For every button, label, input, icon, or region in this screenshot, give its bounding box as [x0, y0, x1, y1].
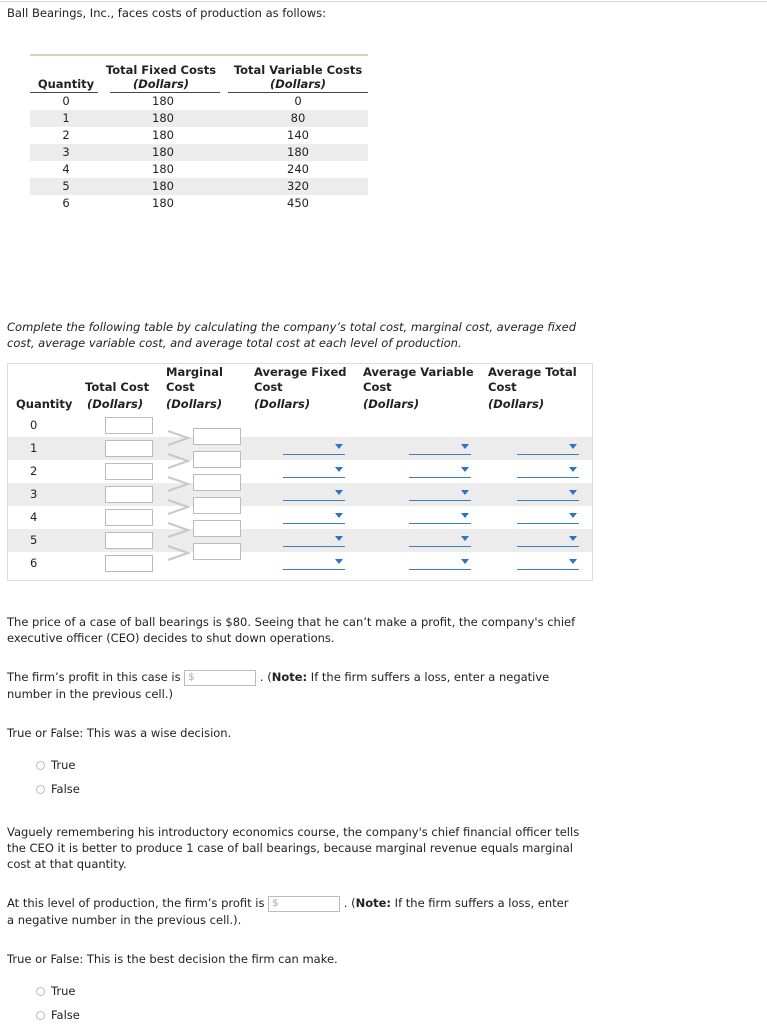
dollar-sign: $	[188, 671, 195, 683]
profit-prefix: The firm’s profit in this case is	[7, 670, 181, 684]
radio-circle-icon	[36, 785, 45, 794]
shutdown-line-2: executive officer (CEO) decides to shut down operations.	[7, 631, 335, 645]
header-total-fixed-costs: Total Fixed Costs	[105, 63, 217, 77]
chevron-right-icon	[166, 428, 192, 448]
quantity-cell: 1	[62, 111, 70, 125]
marginal-cost-input[interactable]	[193, 428, 241, 445]
atc-dropdown[interactable]	[517, 437, 579, 455]
atc-dropdown[interactable]	[517, 529, 579, 547]
atc-dropdown[interactable]	[517, 506, 579, 524]
tvc-cell: 0	[294, 94, 302, 108]
table-row	[30, 144, 368, 161]
header-mc-unit: (Dollars)	[166, 397, 223, 411]
cost-table	[30, 54, 368, 214]
note-text: If the firm suffers a loss, enter a negative	[310, 670, 550, 684]
total-cost-input[interactable]	[105, 532, 153, 549]
radio-circle-icon	[36, 761, 45, 770]
cfo-line-2: the CEO it is better to produce 1 case of ball bearings, because marginal revenue equals marginal	[7, 841, 573, 855]
radio-label: False	[51, 782, 80, 796]
avc-dropdown[interactable]	[409, 483, 471, 501]
quantity-cell: 5	[62, 179, 70, 193]
chevron-down-icon	[335, 467, 343, 472]
tfc-cell: 180	[152, 94, 174, 108]
tfc-cell: 180	[152, 128, 174, 142]
tvc-cell: 450	[287, 196, 309, 210]
table-row	[8, 414, 592, 437]
quantity-cell: 3	[62, 145, 70, 159]
marginal-cost-input[interactable]	[193, 497, 241, 514]
header-quantity: Quantity	[16, 397, 73, 411]
table-row	[8, 506, 592, 529]
tfc-cell: 180	[152, 162, 174, 176]
radio-false-2[interactable]	[36, 1007, 80, 1023]
header-marginal-cost: Cost	[166, 380, 195, 394]
chevron-down-icon	[569, 444, 577, 449]
profit-input[interactable]	[268, 896, 340, 912]
quantity-cell: 6	[30, 556, 38, 570]
table-row	[8, 483, 592, 506]
chevron-right-icon	[166, 451, 192, 471]
chevron-down-icon	[335, 444, 343, 449]
cfo-line-1: Vaguely remembering his introductory economics course, the company's chief financial officer tells	[7, 825, 580, 839]
chevron-down-icon	[569, 513, 577, 518]
marginal-cost-input[interactable]	[193, 543, 241, 560]
marginal-cost-input[interactable]	[193, 474, 241, 491]
table-row	[8, 460, 592, 483]
header-marginal: Marginal	[166, 365, 223, 379]
quantity-cell: 4	[62, 162, 70, 176]
profit-note-line-2: a negative number in the previous cell.).	[7, 913, 242, 927]
total-cost-input[interactable]	[105, 440, 153, 457]
chevron-down-icon	[461, 536, 469, 541]
shutdown-line-1: The price of a case of ball bearings is $80. Seeing that he can’t make a profit, the company's chief	[7, 615, 576, 629]
instructions-line-1: Complete the following table by calculating the company’s total cost, marginal cost, average fixed	[7, 320, 576, 334]
tvc-cell: 140	[287, 128, 309, 142]
table-row	[30, 161, 368, 178]
avc-dropdown[interactable]	[409, 460, 471, 478]
chevron-down-icon	[461, 444, 469, 449]
chevron-right-icon	[166, 520, 192, 540]
tfc-cell: 180	[152, 111, 174, 125]
true-false-question-2: True or False: This is the best decision the firm can make.	[7, 952, 338, 966]
profit-prefix: At this level of production, the firm’s profit is	[7, 896, 265, 910]
table-row	[8, 552, 592, 575]
table-row	[8, 437, 592, 460]
note-label: Note:	[271, 670, 308, 684]
radio-label: False	[51, 1008, 80, 1022]
chevron-down-icon	[461, 559, 469, 564]
radio-circle-icon	[36, 1011, 45, 1020]
quantity-cell: 5	[30, 533, 38, 547]
tfc-cell: 180	[152, 179, 174, 193]
quantity-cell: 6	[62, 196, 70, 210]
quantity-cell: 2	[62, 128, 70, 142]
header-average-total-cost: Cost	[488, 380, 517, 394]
header-avc-unit: (Dollars)	[363, 397, 420, 411]
tvc-cell: 80	[290, 111, 306, 125]
header-average-total: Average Total	[488, 365, 577, 379]
header-total-cost: Total Cost	[85, 380, 150, 394]
cfo-line-3: cost at that quantity.	[7, 857, 127, 871]
total-cost-input[interactable]	[105, 555, 153, 572]
atc-dropdown[interactable]	[517, 460, 579, 478]
profit-note-line-2: number in the previous cell.)	[7, 687, 173, 701]
total-cost-input[interactable]	[105, 509, 153, 526]
table-row	[30, 93, 368, 110]
atc-dropdown[interactable]	[517, 552, 579, 570]
chevron-down-icon	[335, 490, 343, 495]
header-average-fixed: Average Fixed	[254, 365, 347, 379]
atc-dropdown[interactable]	[517, 483, 579, 501]
quantity-cell: 0	[30, 418, 38, 432]
marginal-cost-input[interactable]	[193, 451, 241, 468]
avc-dropdown[interactable]	[409, 506, 471, 524]
header-atc-unit: (Dollars)	[488, 397, 545, 411]
avc-dropdown[interactable]	[409, 437, 471, 455]
intro-text: Ball Bearings, Inc., faces costs of production as follows:	[7, 6, 327, 20]
header-tvc-unit: (Dollars)	[269, 77, 327, 91]
header-average-variable: Average Variable	[363, 365, 474, 379]
tvc-cell: 320	[287, 179, 309, 193]
total-cost-input[interactable]	[105, 486, 153, 503]
table-row	[30, 127, 368, 144]
header-total-variable-costs: Total Variable Costs	[233, 63, 363, 77]
afc-dropdown[interactable]	[283, 529, 345, 547]
top-divider	[0, 1, 767, 2]
avc-dropdown[interactable]	[409, 552, 471, 570]
header-tc-unit: (Dollars)	[87, 397, 144, 411]
instructions-line-2: cost, average variable cost, and average total cost at each level of production.	[7, 336, 462, 350]
profit-input[interactable]	[184, 670, 256, 686]
marginal-cost-input[interactable]	[193, 520, 241, 537]
radio-label: True	[51, 984, 76, 998]
chevron-right-icon	[166, 474, 192, 494]
radio-circle-icon	[36, 987, 45, 996]
chevron-right-icon	[166, 543, 192, 563]
chevron-down-icon	[461, 467, 469, 472]
header-quantity: Quantity	[37, 77, 95, 91]
profit-question-1: The firm’s profit in this case is $ . (Note: If the firm suffers a loss, enter a negative	[7, 670, 550, 684]
chevron-down-icon	[569, 490, 577, 495]
chevron-down-icon	[569, 536, 577, 541]
radio-label: True	[51, 758, 76, 772]
header-average-fixed-cost: Cost	[254, 380, 283, 394]
chevron-down-icon	[335, 559, 343, 564]
table-row	[30, 195, 368, 212]
table-row	[30, 110, 368, 127]
note-text: If the firm suffers a loss, enter	[394, 896, 569, 910]
tvc-cell: 180	[287, 145, 309, 159]
chevron-down-icon	[335, 513, 343, 518]
chevron-down-icon	[461, 513, 469, 518]
afc-dropdown[interactable]	[283, 552, 345, 570]
chevron-down-icon	[569, 467, 577, 472]
chevron-right-icon	[166, 497, 192, 517]
note-label: Note:	[355, 896, 392, 910]
radio-true-2[interactable]	[36, 983, 75, 999]
quantity-cell: 4	[30, 510, 38, 524]
radio-false-1[interactable]	[36, 781, 80, 797]
afc-dropdown[interactable]	[283, 506, 345, 524]
tfc-cell: 180	[152, 145, 174, 159]
afc-dropdown[interactable]	[283, 460, 345, 478]
total-cost-input[interactable]	[105, 463, 153, 480]
header-average-variable-cost: Cost	[363, 380, 392, 394]
table-row	[8, 529, 592, 552]
avc-dropdown[interactable]	[409, 529, 471, 547]
header-tfc-unit: (Dollars)	[132, 77, 190, 91]
quantity-cell: 2	[30, 464, 38, 478]
chevron-down-icon	[335, 536, 343, 541]
quantity-cell: 3	[30, 487, 38, 501]
tfc-cell: 180	[152, 196, 174, 210]
table-row	[30, 178, 368, 195]
profit-question-2: At this level of production, the firm’s profit is $ . (Note: If the firm suffers a loss, enter	[7, 896, 569, 910]
afc-dropdown[interactable]	[283, 437, 345, 455]
quantity-cell: 0	[62, 94, 70, 108]
header-afc-unit: (Dollars)	[254, 397, 311, 411]
dollar-sign: $	[272, 897, 279, 909]
total-cost-input[interactable]	[105, 417, 153, 434]
radio-true-1[interactable]	[36, 757, 75, 773]
quantity-cell: 1	[30, 441, 38, 455]
afc-dropdown[interactable]	[283, 483, 345, 501]
chevron-down-icon	[461, 490, 469, 495]
chevron-down-icon	[569, 559, 577, 564]
calculation-table	[7, 363, 593, 581]
tvc-cell: 240	[287, 162, 309, 176]
true-false-question-1: True or False: This was a wise decision.	[7, 726, 232, 740]
